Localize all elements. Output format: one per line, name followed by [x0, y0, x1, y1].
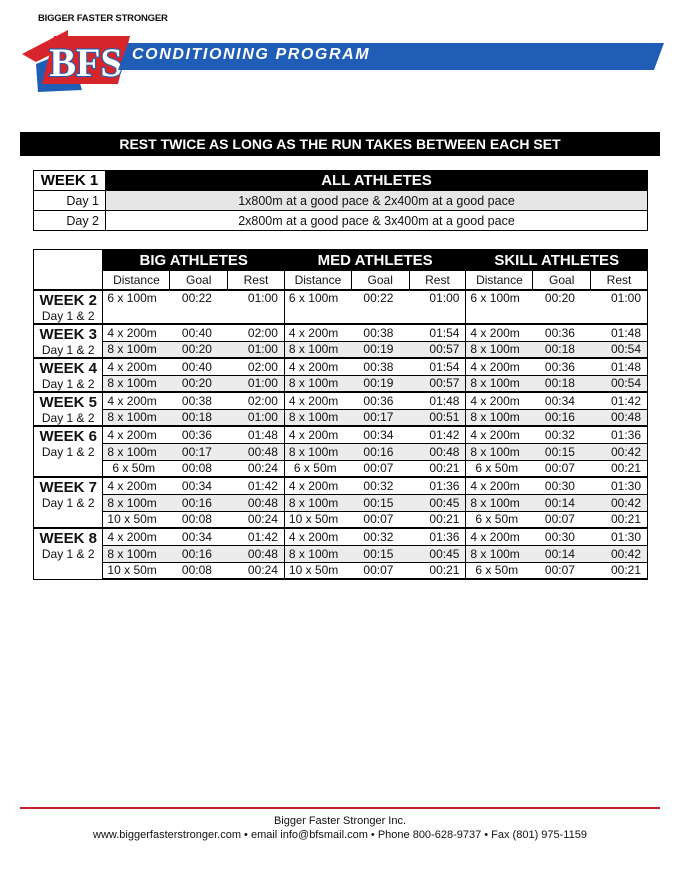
conditioning-table [33, 249, 648, 580]
cell-rest: 00:48 [228, 443, 285, 460]
cell-distance: 8 x 100m [103, 409, 170, 426]
cell-goal: 00:38 [170, 392, 228, 409]
cell-goal: 00:07 [533, 562, 591, 579]
footer-company: Bigger Faster Stronger Inc. [273, 815, 407, 827]
cell-goal: 00:16 [533, 409, 591, 426]
cell-goal: 00:17 [351, 409, 409, 426]
group-header-med: MED ATHLETES [284, 250, 466, 271]
cell-goal: 00:15 [351, 545, 409, 562]
cell-distance: 8 x 100m [466, 341, 533, 358]
cell-rest: 02:00 [228, 358, 285, 375]
week-label-cell [34, 290, 103, 324]
cell-rest: 00:48 [228, 545, 285, 562]
cell-distance: 6 x 50m [466, 460, 533, 477]
cell-distance: 6 x 100m [103, 290, 170, 324]
week-label: WEEK 7 [39, 479, 97, 496]
table-row [34, 426, 648, 443]
week-days: Day 1 & 2 [41, 445, 95, 459]
subheader-distance: Distance [103, 271, 170, 291]
cell-distance: 4 x 200m [103, 528, 170, 545]
cell-goal: 00:40 [170, 358, 228, 375]
cell-rest: 00:24 [228, 562, 285, 579]
cell-goal: 00:15 [533, 443, 591, 460]
cell-goal: 00:34 [351, 426, 409, 443]
week-label-cell [34, 324, 103, 358]
cell-goal: 00:34 [533, 392, 591, 409]
cell-distance: 4 x 200m [466, 426, 533, 443]
table-row [34, 290, 648, 324]
week-days: Day 1 & 2 [41, 309, 95, 323]
cell-distance: 10 x 50m [284, 511, 351, 528]
cell-distance: 8 x 100m [466, 443, 533, 460]
cell-goal: 00:14 [533, 545, 591, 562]
cell-goal: 00:07 [351, 511, 409, 528]
cell-rest: 01:00 [591, 290, 648, 324]
week-label-cell [34, 392, 103, 426]
cell-distance: 8 x 100m [103, 375, 170, 392]
table-row [34, 443, 648, 460]
brand-tagline: BIGGER FASTER STRONGER [38, 13, 168, 24]
table-row [34, 511, 648, 528]
subheader-goal: Goal [533, 271, 591, 291]
cell-goal: 00:38 [351, 324, 409, 341]
logo-text: BFS [49, 40, 123, 85]
cell-distance: 4 x 200m [103, 358, 170, 375]
cell-rest: 01:54 [409, 324, 466, 341]
group-header-skill: SKILL ATHLETES [466, 250, 648, 271]
cell-distance: 6 x 50m [103, 460, 170, 477]
subheader-rest: Rest [228, 271, 285, 291]
week1-day1-text: 1x800m at a good pace & 2x400m at a good pace [106, 191, 648, 211]
cell-goal: 00:22 [170, 290, 228, 324]
cell-rest: 00:57 [409, 341, 466, 358]
cell-distance: 10 x 50m [103, 511, 170, 528]
cell-goal: 00:17 [170, 443, 228, 460]
cell-distance: 6 x 100m [284, 290, 351, 324]
cell-distance: 4 x 200m [284, 358, 351, 375]
table-row [34, 358, 648, 375]
week1-day2-text: 2x800m at a good pace & 3x400m at a good pace [106, 211, 648, 231]
cell-goal: 00:20 [170, 341, 228, 358]
cell-distance: 8 x 100m [284, 545, 351, 562]
cell-distance: 4 x 200m [466, 324, 533, 341]
cell-rest: 00:42 [591, 443, 648, 460]
cell-rest: 00:54 [591, 375, 648, 392]
subheader-goal: Goal [351, 271, 409, 291]
cell-rest: 01:00 [409, 290, 466, 324]
cell-rest: 01:54 [409, 358, 466, 375]
cell-distance: 8 x 100m [284, 375, 351, 392]
cell-rest: 02:00 [228, 392, 285, 409]
cell-distance: 4 x 200m [284, 477, 351, 494]
cell-distance: 4 x 200m [103, 426, 170, 443]
subheader-distance: Distance [284, 271, 351, 291]
week1-day2-label: Day 2 [34, 211, 106, 231]
table-row [34, 528, 648, 545]
week-label-cell [34, 477, 103, 528]
cell-rest: 01:42 [591, 392, 648, 409]
cell-goal: 00:30 [533, 477, 591, 494]
cell-rest: 01:00 [228, 375, 285, 392]
cell-goal: 00:19 [351, 341, 409, 358]
week-label: WEEK 6 [39, 428, 97, 445]
cell-rest: 00:48 [228, 494, 285, 511]
cell-distance: 6 x 100m [466, 290, 533, 324]
cell-goal: 00:18 [170, 409, 228, 426]
cell-goal: 00:16 [351, 443, 409, 460]
cell-goal: 00:38 [351, 358, 409, 375]
table-row [34, 477, 648, 494]
cell-rest: 00:51 [409, 409, 466, 426]
cell-rest: 01:42 [228, 528, 285, 545]
cell-distance: 8 x 100m [103, 341, 170, 358]
cell-distance: 8 x 100m [466, 375, 533, 392]
cell-rest: 01:00 [228, 341, 285, 358]
cell-rest: 01:48 [409, 392, 466, 409]
cell-distance: 8 x 100m [466, 545, 533, 562]
cell-distance: 8 x 100m [284, 341, 351, 358]
cell-goal: 00:34 [170, 477, 228, 494]
cell-distance: 8 x 100m [284, 409, 351, 426]
rest-rule-banner: REST TWICE AS LONG AS THE RUN TAKES BETWEEN EACH SET [20, 132, 660, 156]
program-title: CONDITIONING PROGRAM [132, 46, 371, 63]
cell-rest: 01:00 [228, 409, 285, 426]
week-label: WEEK 2 [39, 292, 97, 309]
table-row [34, 341, 648, 358]
cell-goal: 00:16 [170, 494, 228, 511]
cell-rest: 00:24 [228, 460, 285, 477]
cell-distance: 8 x 100m [284, 494, 351, 511]
table-row [34, 545, 648, 562]
cell-distance: 10 x 50m [284, 562, 351, 579]
cell-rest: 01:00 [228, 290, 285, 324]
cell-distance: 8 x 100m [466, 494, 533, 511]
subheader-goal: Goal [170, 271, 228, 291]
subheader-distance: Distance [466, 271, 533, 291]
table-row [34, 375, 648, 392]
cell-goal: 00:36 [533, 324, 591, 341]
week1-table [33, 170, 648, 231]
corner-cell [34, 250, 103, 291]
cell-goal: 00:07 [533, 460, 591, 477]
cell-rest: 00:54 [591, 341, 648, 358]
cell-goal: 00:07 [533, 511, 591, 528]
cell-rest: 01:42 [228, 477, 285, 494]
cell-rest: 01:30 [591, 477, 648, 494]
cell-distance: 4 x 200m [284, 528, 351, 545]
group-header-big: BIG ATHLETES [103, 250, 285, 271]
cell-rest: 00:21 [409, 460, 466, 477]
cell-distance: 8 x 100m [466, 409, 533, 426]
table-row [34, 392, 648, 409]
cell-goal: 00:08 [170, 562, 228, 579]
cell-distance: 4 x 200m [284, 426, 351, 443]
cell-goal: 00:07 [351, 562, 409, 579]
cell-rest: 01:36 [591, 426, 648, 443]
cell-distance: 4 x 200m [466, 392, 533, 409]
cell-goal: 00:32 [533, 426, 591, 443]
cell-rest: 01:48 [228, 426, 285, 443]
cell-rest: 00:21 [591, 511, 648, 528]
cell-goal: 00:16 [170, 545, 228, 562]
table-row [34, 409, 648, 426]
table-row [34, 494, 648, 511]
week-label-cell [34, 528, 103, 579]
table-row [34, 460, 648, 477]
cell-distance: 4 x 200m [103, 324, 170, 341]
cell-rest: 00:48 [591, 409, 648, 426]
cell-distance: 8 x 100m [103, 443, 170, 460]
cell-goal: 00:19 [351, 375, 409, 392]
cell-distance: 4 x 200m [103, 392, 170, 409]
cell-rest: 00:42 [591, 545, 648, 562]
cell-rest: 02:00 [228, 324, 285, 341]
week1-label: WEEK 1 [34, 171, 106, 191]
week-label-cell [34, 358, 103, 392]
subheader-rest: Rest [591, 271, 648, 291]
cell-goal: 00:14 [533, 494, 591, 511]
cell-rest: 01:36 [409, 477, 466, 494]
cell-goal: 00:08 [170, 460, 228, 477]
cell-goal: 00:20 [170, 375, 228, 392]
cell-rest: 00:21 [591, 460, 648, 477]
cell-distance: 4 x 200m [466, 528, 533, 545]
cell-rest: 01:48 [591, 324, 648, 341]
week-label: WEEK 5 [39, 394, 97, 411]
week-label: WEEK 8 [39, 530, 97, 547]
footer-contact: www.biggerfasterstronger.com • email info@bfsmail.com • Phone 800-628-9737 • Fax (801) 975-1159 [93, 829, 587, 841]
cell-rest: 01:48 [591, 358, 648, 375]
week-label: WEEK 3 [39, 326, 97, 343]
week-days: Day 1 & 2 [41, 411, 95, 425]
table-row [34, 562, 648, 579]
week-days: Day 1 & 2 [41, 343, 95, 357]
week-label: WEEK 4 [39, 360, 97, 377]
cell-goal: 00:07 [351, 460, 409, 477]
cell-rest: 00:57 [409, 375, 466, 392]
cell-rest: 00:21 [591, 562, 648, 579]
cell-goal: 00:36 [351, 392, 409, 409]
cell-goal: 00:36 [170, 426, 228, 443]
week-days: Day 1 & 2 [41, 377, 95, 391]
cell-rest: 00:45 [409, 494, 466, 511]
cell-distance: 8 x 100m [284, 443, 351, 460]
cell-rest: 00:45 [409, 545, 466, 562]
cell-goal: 00:15 [351, 494, 409, 511]
footer-divider [20, 807, 660, 809]
cell-distance: 6 x 50m [284, 460, 351, 477]
cell-rest: 00:21 [409, 562, 466, 579]
cell-distance: 4 x 200m [466, 358, 533, 375]
cell-distance: 6 x 50m [466, 511, 533, 528]
cell-goal: 00:18 [533, 375, 591, 392]
cell-goal: 00:32 [351, 528, 409, 545]
cell-goal: 00:36 [533, 358, 591, 375]
cell-goal: 00:20 [533, 290, 591, 324]
cell-rest: 01:42 [409, 426, 466, 443]
cell-goal: 00:08 [170, 511, 228, 528]
cell-rest: 01:30 [591, 528, 648, 545]
week-days: Day 1 & 2 [41, 496, 95, 510]
cell-distance: 8 x 100m [103, 494, 170, 511]
cell-distance: 6 x 50m [466, 562, 533, 579]
cell-rest: 00:42 [591, 494, 648, 511]
cell-goal: 00:22 [351, 290, 409, 324]
week-days: Day 1 & 2 [41, 547, 95, 561]
cell-distance: 8 x 100m [103, 545, 170, 562]
cell-goal: 00:18 [533, 341, 591, 358]
week-label-cell [34, 426, 103, 477]
cell-rest: 01:36 [409, 528, 466, 545]
table-row [34, 324, 648, 341]
cell-goal: 00:34 [170, 528, 228, 545]
cell-goal: 00:30 [533, 528, 591, 545]
cell-rest: 00:21 [409, 511, 466, 528]
cell-rest: 00:24 [228, 511, 285, 528]
cell-rest: 00:48 [409, 443, 466, 460]
cell-goal: 00:32 [351, 477, 409, 494]
cell-distance: 4 x 200m [284, 324, 351, 341]
cell-distance: 4 x 200m [466, 477, 533, 494]
cell-distance: 10 x 50m [103, 562, 170, 579]
week1-day1-label: Day 1 [34, 191, 106, 211]
cell-distance: 4 x 200m [103, 477, 170, 494]
subheader-rest: Rest [409, 271, 466, 291]
cell-goal: 00:40 [170, 324, 228, 341]
cell-distance: 4 x 200m [284, 392, 351, 409]
all-athletes-header: ALL ATHLETES [106, 171, 648, 191]
